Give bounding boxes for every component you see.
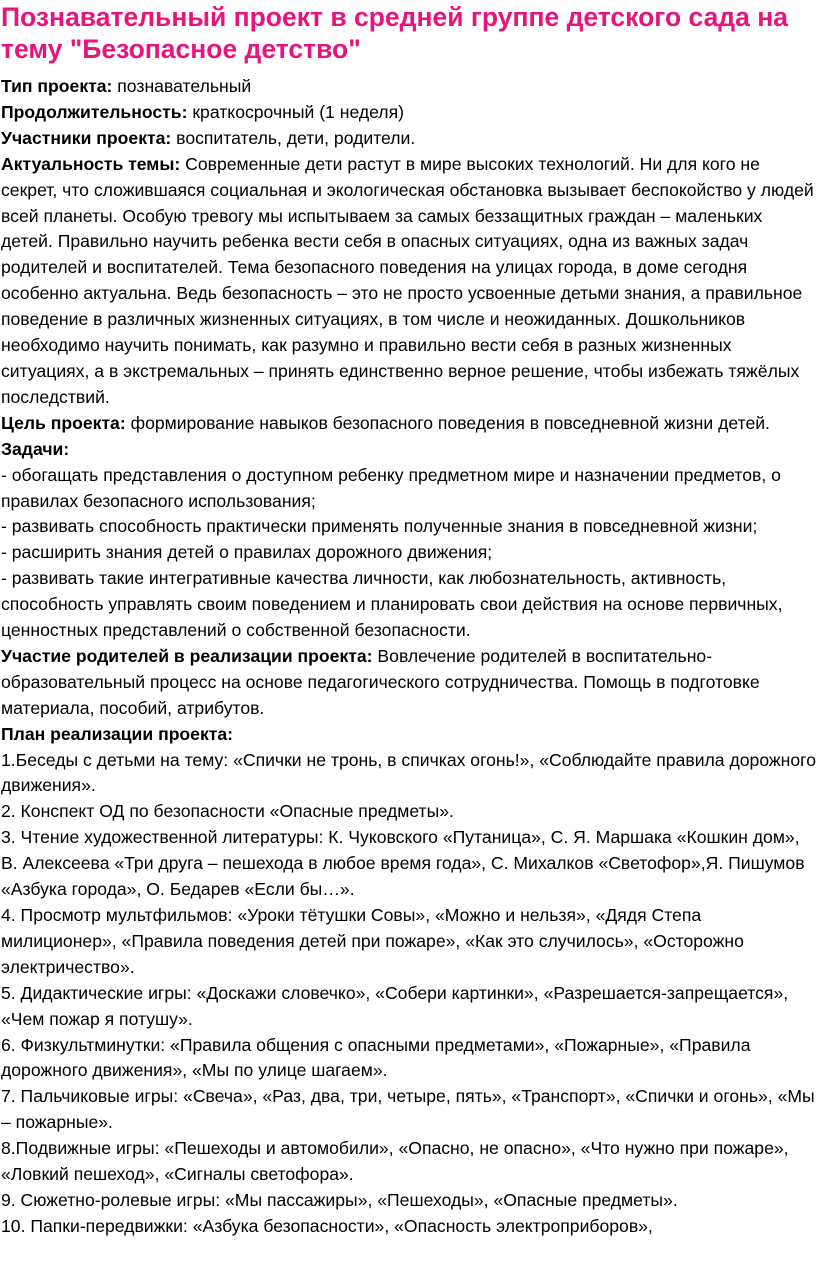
parents-paragraph xyxy=(1,644,816,722)
plan-item: 8.Подвижные игры: «Пешеходы и автомобили», «Опасно, не опасно», «Что нужно при пожаре», «Ловкий пешеход», «Сигналы светофора». xyxy=(1,1138,789,1185)
plan-item: 1.Беседы с детьми на тему: «Спички не тронь, в спичках огонь!», «Соблюдайте правила дорожного движения». xyxy=(1,749,816,796)
goal-label: Цель проекта: xyxy=(1,412,126,433)
project-type xyxy=(1,74,816,100)
project-type-label: Тип проекта: xyxy=(1,76,113,96)
goal-paragraph xyxy=(1,411,816,437)
project-participants xyxy=(1,126,816,152)
project-duration xyxy=(1,100,816,126)
task-item: - расширить знания детей о правилах дорожного движения; xyxy=(1,542,493,563)
plan-item: 9. Сюжетно-ролевые игры: «Мы пассажиры», «Пешеходы», «Опасные предметы». xyxy=(1,1189,678,1210)
project-participants-label: Участники проекта: xyxy=(1,127,172,148)
document-body xyxy=(1,74,816,1240)
plan-item: 2. Конспект ОД по безопасности «Опасные предметы». xyxy=(1,801,454,822)
plan-item: 3. Чтение художественной литературы: К. Чуковского «Путаница», С. Я. Маршака «Кошкин дом», В. Алексеева «Три друга – пешехода в любое время года», С. Михалков «Светофор»,Я. Пишумов «Азбука города», О. Бедарев «Если бы…». xyxy=(1,827,805,900)
parents-text: Вовлечение родителей в воспитательно-образовательный процесс на основе педагогического сотрудничества. Помощь в подготовке материала, пособий, атрибутов. xyxy=(1,645,760,718)
project-type-value: познавательный xyxy=(112,76,252,96)
tasks-heading: Задачи: xyxy=(1,438,70,459)
task-item: - развивать способность практически применять полученные знания в повседневной жизни; xyxy=(1,516,758,537)
task-item: - обогащать представления о доступном ребенку предметном мире и назначении предметов, о правилах безопасного использования; xyxy=(1,464,781,511)
plan-item: 7. Пальчиковые игры: «Свеча», «Раз, два, три, четыре, пять», «Транспорт», «Спички и огонь», «Мы – пожарные». xyxy=(1,1086,815,1133)
plan-item: 6. Физкультминутки: «Правила общения с опасными предметами», «Пожарные», «Правила дорожного движения», «Мы по улице шагаем». xyxy=(1,1034,751,1081)
project-duration-label: Продолжительность: xyxy=(1,101,188,122)
relevance-text: Современные дети растут в мире высоких технологий. Ни для кого не секрет, что сложившаяся социальная и экологическая обстановка вызывает беспокойство у людей всей планеты. Особую тревогу мы испытываем за самых беззащитных граждан – маленьких детей. Правильно научить ребенка вести себя в опасных ситуациях, одна из важных задач родителей и воспитателей. Тема безопасного поведения на улицах города, в доме сегодня особенно актуальна. Ведь безопасность – это не просто усвоенные детьми знания, а правильное поведение в различных жизненных ситуациях, в том числе и неожиданных. Дошкольников необходимо научить понимать, как разумно и правильно вести себя в разных жизненных ситуациях, а в экстремальных – принять единственно верное решение, чтобы избежать тяжёлых последствий. xyxy=(1,153,814,407)
project-participants-value: воспитатель, дети, родители. xyxy=(171,127,416,148)
relevance-label: Актуальность темы: xyxy=(1,153,181,174)
parents-label: Участие родителей в реализации проекта: xyxy=(1,645,373,666)
plan-item: 4. Просмотр мультфильмов: «Уроки тётушки Совы», «Можно и нельзя», «Дядя Степа милиционер», «Правила поведения детей при пожаре», «Как это случилось», «Осторожно электричество». xyxy=(1,905,744,977)
relevance-paragraph xyxy=(1,152,816,411)
document-title: Познавательный проект в средней группе детского сада на тему "Безопасное детство" xyxy=(1,2,788,64)
goal-text: формирование навыков безопасного поведения в повседневной жизни детей. xyxy=(125,412,770,433)
task-item: - развивать такие интегративные качества личности, как любознательность, активность, способность управлять своим поведением и планировать свои действия на основе первичных, ценностных представлений о собственной безопасности. xyxy=(1,568,783,641)
plan-heading: План реализации проекта: xyxy=(1,723,234,744)
plan-item: 10. Папки-передвижки: «Азбука безопасности», «Опасность электроприборов», xyxy=(1,1215,653,1236)
plan-item: 5. Дидактические игры: «Доскажи словечко», «Собери картинки», «Разрешается-запрещается», «Чем пожар я потушу». xyxy=(1,982,789,1029)
project-duration-value: краткосрочный (1 неделя) xyxy=(187,101,404,122)
document-page xyxy=(0,1,816,1240)
